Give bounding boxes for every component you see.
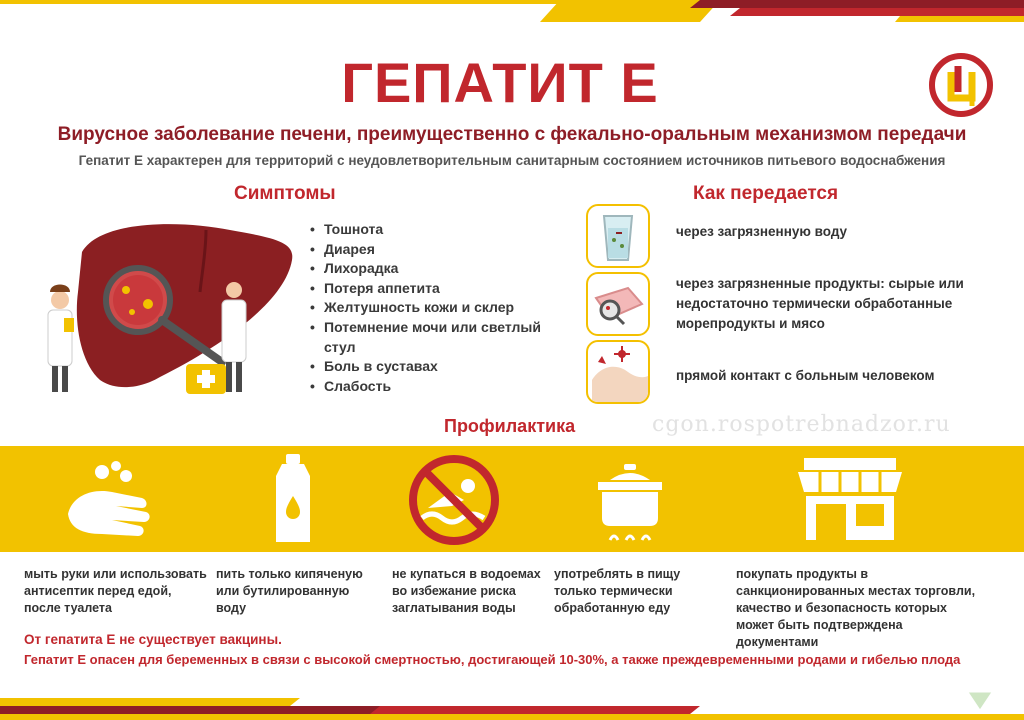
transmission-text: прямой контакт с больным человеком (676, 368, 935, 383)
prevention-text: не купаться в водоемах во избежание риска заглатывания воды (392, 567, 541, 615)
shop-icon (790, 452, 910, 548)
transmission-text: через загрязненные продукты: сырые или недостаточно термически обработанные морепродукты и мясо (676, 276, 964, 331)
transmission-text: через загрязненную воду (676, 224, 848, 239)
cooking-pot-icon (580, 452, 680, 548)
bottom-decoration-stripes (0, 688, 1024, 720)
website-watermark: cgon.rospotrebnadzor.ru (652, 412, 951, 437)
water-glass-icon (586, 204, 650, 268)
contaminated-meat-icon (586, 272, 650, 336)
pregnancy-warning: Гепатит Е опасен для беременных в связи с высокой смертностью, достигающей 10-30%, а также преждевременными родами и гибелью плода (24, 652, 961, 667)
symptom-item: • Желтушность кожи и склер (310, 298, 570, 318)
symptom-item: • Лихорадка (310, 259, 570, 279)
hand-washing-icon (62, 452, 158, 548)
no-vaccine-note: От гепатита Е не существует вакцины. (24, 632, 282, 647)
prevention-text: мыть руки или использовать антисептик перед едой, после туалета (24, 567, 207, 615)
symptoms-heading: Симптомы (234, 183, 336, 204)
prevention-text: употреблять в пищу только термически обработанную еду (554, 567, 681, 615)
page-title: ГЕПАТИТ Е (341, 51, 659, 114)
prevention-text: пить только кипяченую или бутилированную воду (216, 567, 363, 615)
subline: Гепатит Е характерен для территорий с неудовлетворительным санитарным состоянием источников питьевого водоснабжения (78, 153, 946, 168)
skin-contact-icon (586, 340, 650, 404)
top-decoration-stripes (0, 0, 1024, 40)
prevention-heading: Профилактика (444, 416, 576, 436)
water-bottle-icon (258, 452, 328, 548)
symptom-item: • Слабость (310, 377, 570, 397)
prevention-text: покупать продукты в санкционированных местах торговли, качество и безопасность которых может быть подтверждена документами (736, 567, 976, 649)
rospotrebnadzor-logo (928, 52, 994, 118)
no-swimming-icon (406, 452, 502, 548)
symptom-item: • Диарея (310, 240, 570, 260)
symptom-item: • Потемнение мочи или светлый стул (310, 318, 570, 357)
symptom-item: • Потеря аппетита (310, 279, 570, 299)
symptoms-list (310, 220, 570, 396)
transmission-heading: Как передается (693, 183, 839, 204)
symptom-item: • Тошнота (310, 220, 570, 240)
subtitle: Вирусное заболевание печени, преимущественно с фекально-оральным механизмом передачи (57, 124, 967, 145)
liver-illustration (30, 212, 300, 402)
symptom-item: • Боль в суставах (310, 357, 570, 377)
